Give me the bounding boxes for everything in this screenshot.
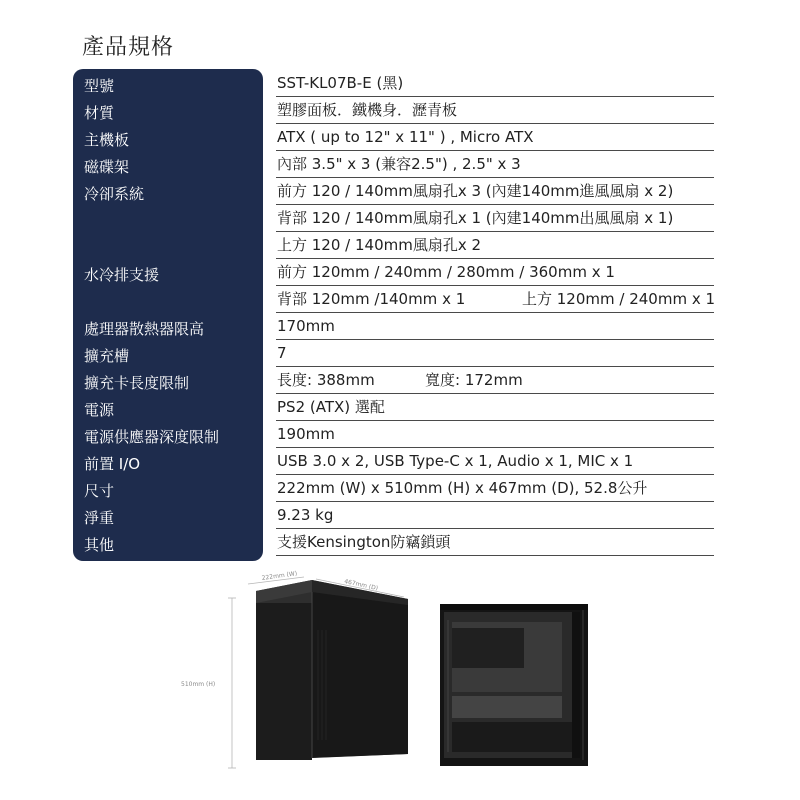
case-front-view (256, 580, 408, 760)
label-drive-bays: 磁碟架 (84, 158, 130, 176)
label-expansion-slots: 擴充槽 (84, 347, 130, 365)
value-radiator-rear: 背部 120mm /140mm x 1 (277, 290, 466, 308)
depth-dimension-label: 467mm (D) (343, 578, 379, 593)
value-other: 支援Kensington防竊鎖頭 (277, 533, 451, 551)
label-psu: 電源 (84, 401, 115, 419)
value-model: SST-KL07B-E (黑) (277, 74, 404, 92)
height-dimension-label: 510mm (H) (181, 681, 216, 688)
label-other: 其他 (84, 536, 115, 554)
label-material: 材質 (84, 104, 115, 122)
value-cooling-top: 上方 120 / 140mm風扇孔x 2 (277, 236, 482, 254)
value-card-length: 長度: 388mm (277, 371, 375, 389)
value-weight: 9.23 kg (277, 506, 334, 524)
value-material: 塑膠面板．鐵機身．瀝青板 (277, 101, 458, 119)
label-cooling: 冷卻系統 (84, 185, 145, 203)
value-drive-bays: 內部 3.5" x 3 (兼容2.5") , 2.5" x 3 (277, 155, 521, 173)
label-motherboard: 主機板 (84, 131, 130, 149)
width-dimension-label: 222mm (W) (261, 570, 298, 582)
value-motherboard: ATX ( up to 12" x 11" ) , Micro ATX (277, 128, 534, 146)
label-dimensions: 尺寸 (84, 482, 115, 500)
label-front-io: 前置 I/O (84, 455, 141, 473)
label-expansion-card: 擴充卡長度限制 (84, 374, 190, 392)
value-psu-depth: 190mm (277, 425, 335, 443)
label-weight: 淨重 (84, 509, 115, 527)
value-cpu-cooler: 170mm (277, 317, 335, 335)
value-cooling-rear: 背部 120 / 140mm風扇孔x 1 (內建140mm出風風扇 x 1) (277, 209, 674, 227)
value-expansion-slots: 7 (277, 344, 287, 362)
label-radiator: 水冷排支援 (84, 266, 160, 284)
label-psu-depth: 電源供應器深度限制 (84, 428, 220, 446)
case-side-view-open (440, 604, 588, 766)
page-title: 產品規格 (82, 35, 175, 60)
value-radiator-top: 上方 120mm / 240mm x 1 (522, 290, 716, 308)
value-card-width: 寬度: 172mm (425, 371, 523, 389)
value-dimensions: 222mm (W) x 510mm (H) x 467mm (D), 52.8公升 (277, 479, 648, 497)
value-psu: PS2 (ATX) 選配 (277, 398, 385, 416)
value-radiator-front: 前方 120mm / 240mm / 280mm / 360mm x 1 (277, 263, 615, 281)
value-cooling-front: 前方 120 / 140mm風扇孔x 3 (內建140mm進風風扇 x 2) (277, 182, 674, 200)
label-model: 型號 (84, 77, 115, 95)
value-front-io: USB 3.0 x 2, USB Type-C x 1, Audio x 1, MIC x 1 (277, 452, 634, 470)
label-cpu-cooler: 處理器散熱器限高 (84, 320, 205, 338)
